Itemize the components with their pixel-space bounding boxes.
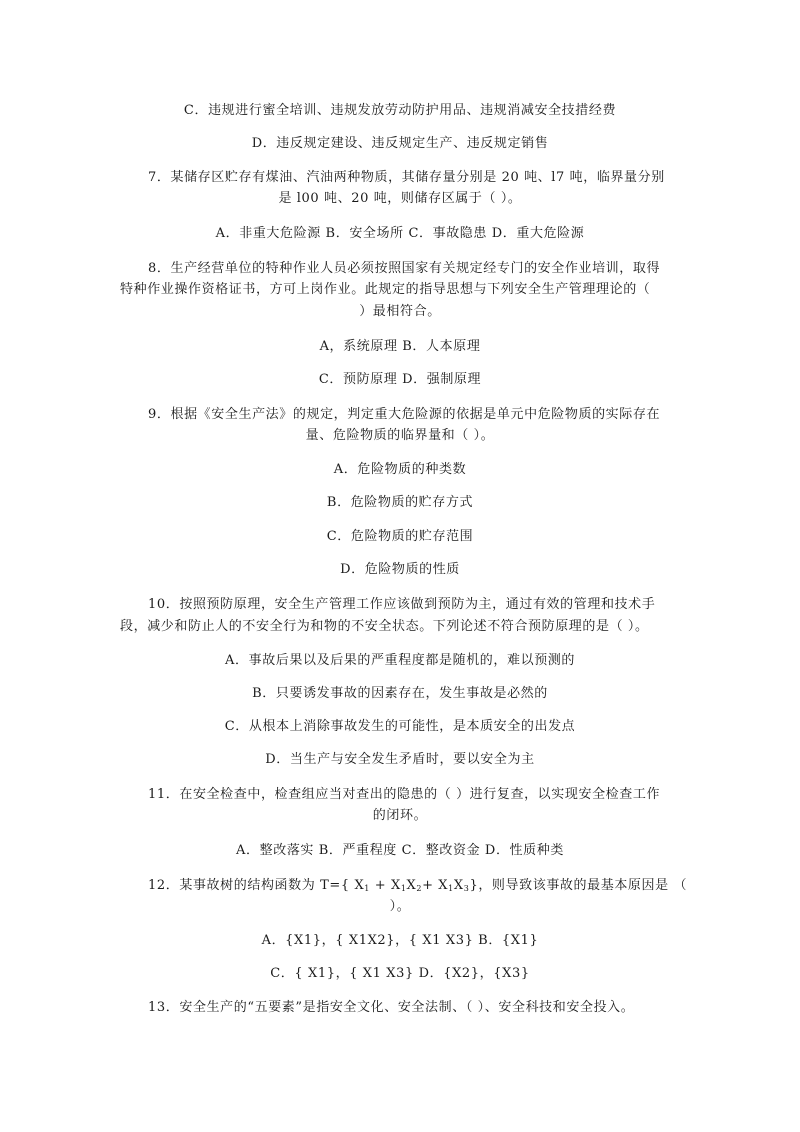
q8-options-ab: A，系统原理 B．人本原理 — [319, 339, 481, 354]
q11-stem-line1: 11．在安全检查中，检查组应当对查出的隐患的（ ）进行复查，以实现安全检查工作 — [148, 787, 661, 802]
q12-stem-prefix: 12．某事故树的结构函数为 T={ X — [148, 878, 365, 893]
q11-options: A．整改落实 B．严重程度 C．整改资金 D．性质种类 — [236, 843, 564, 858]
formula-text: + X — [422, 878, 449, 893]
q9-option-d: D．危险物质的性质 — [340, 562, 460, 577]
q12-options-cd: C．{ X1}，{ X1 X3} D．{X2}，{X3} — [270, 966, 530, 981]
formula-subscript: 3 — [463, 884, 470, 893]
q7-stem-line2: 是 l00 吨、20 吨，则储存区属于（ ）。 — [278, 191, 522, 206]
q12-stem-line1 — [148, 878, 687, 894]
formula-text: } — [469, 878, 479, 893]
q12-stem-suffix: ，则导致该事故的最基本原因是 （ — [478, 878, 688, 893]
q10-option-a: A．事故后果以及后果的严重程度都是随机的，难以预测的 — [225, 653, 575, 668]
q9-stem-line2: 量、危险物质的临界量和（ ）。 — [305, 428, 495, 443]
formula-text: + X — [370, 878, 401, 893]
q8-stem-line2: 特种作业操作资格证书，方可上岗作业。此规定的指导思想与下列安全生产管理理论的（ — [120, 282, 651, 297]
q6-option-d: D．违反规定建设、违反规定生产、违反规定销售 — [251, 136, 549, 151]
q10-option-b: B．只要诱发事故的因素存在，发生事故是必然的 — [252, 686, 548, 701]
formula-text: X — [453, 878, 464, 893]
q8-options-cd: C．预防原理 D．强制原理 — [318, 372, 482, 387]
q7-stem-line1: 7．某储存区贮存有煤油、汽油两种物质，其储存量分别是 20 吨、l7 吨，临界量分别 — [148, 170, 665, 185]
q6-option-c: C．违规进行蜜全培训、违规发放劳动防护用品、违规消减安全技措经费 — [183, 103, 617, 118]
q11-stem-line2: 的闭环。 — [372, 808, 428, 823]
formula-text: X — [406, 878, 417, 893]
q10-stem-line2: 段，减少和防止人的不安全行为和物的不安全状态。下列论述不符合预防原理的是（ ）。 — [120, 619, 649, 634]
q12-stem-line2: ）。 — [389, 899, 411, 914]
q8-stem-line1: 8．生产经营单位的特种作业人员必须按照国家有关规定经专门的安全作业培训，取得 — [148, 261, 661, 276]
q10-option-d: D．当生产与安全发生矛盾时，要以安全为主 — [265, 752, 535, 767]
q12-options-ab: A．{X1}，{ X1X2}，{ X1 X3} B．{X1} — [261, 933, 539, 948]
formula-subscript: 1 — [400, 884, 407, 893]
q9-option-c: C．危险物质的贮存范围 — [326, 529, 474, 544]
q9-option-b: B．危险物质的贮存方式 — [326, 495, 474, 510]
q10-stem-line1: 10．按照预防原理，安全生产管理工作应该做到预防为主，通过有效的管理和技术手 — [148, 597, 656, 612]
q8-stem-line3: ）最相符合。 — [359, 304, 441, 319]
formula-subscript: 2 — [416, 884, 423, 893]
formula-subscript: 1 — [448, 884, 454, 893]
q9-option-a: A．危险物质的种类数 — [333, 462, 467, 477]
q9-stem-line1: 9．根据《安全生产法》的规定，判定重大危险源的依据是单元中危险物质的实际存在 — [148, 407, 661, 422]
q7-options: A．非重大危险源 B．安全场所 C．事故隐患 D．重大危险源 — [215, 226, 585, 241]
q13-stem-line1: 13．安全生产的“五要素”是指安全文化、安全法制、（ ）、安全科技和安全投入。 — [148, 1000, 635, 1015]
q10-option-c: C．从根本上消除事故发生的可能性，是本质安全的出发点 — [224, 719, 576, 734]
formula-subscript: 1 — [364, 884, 370, 893]
